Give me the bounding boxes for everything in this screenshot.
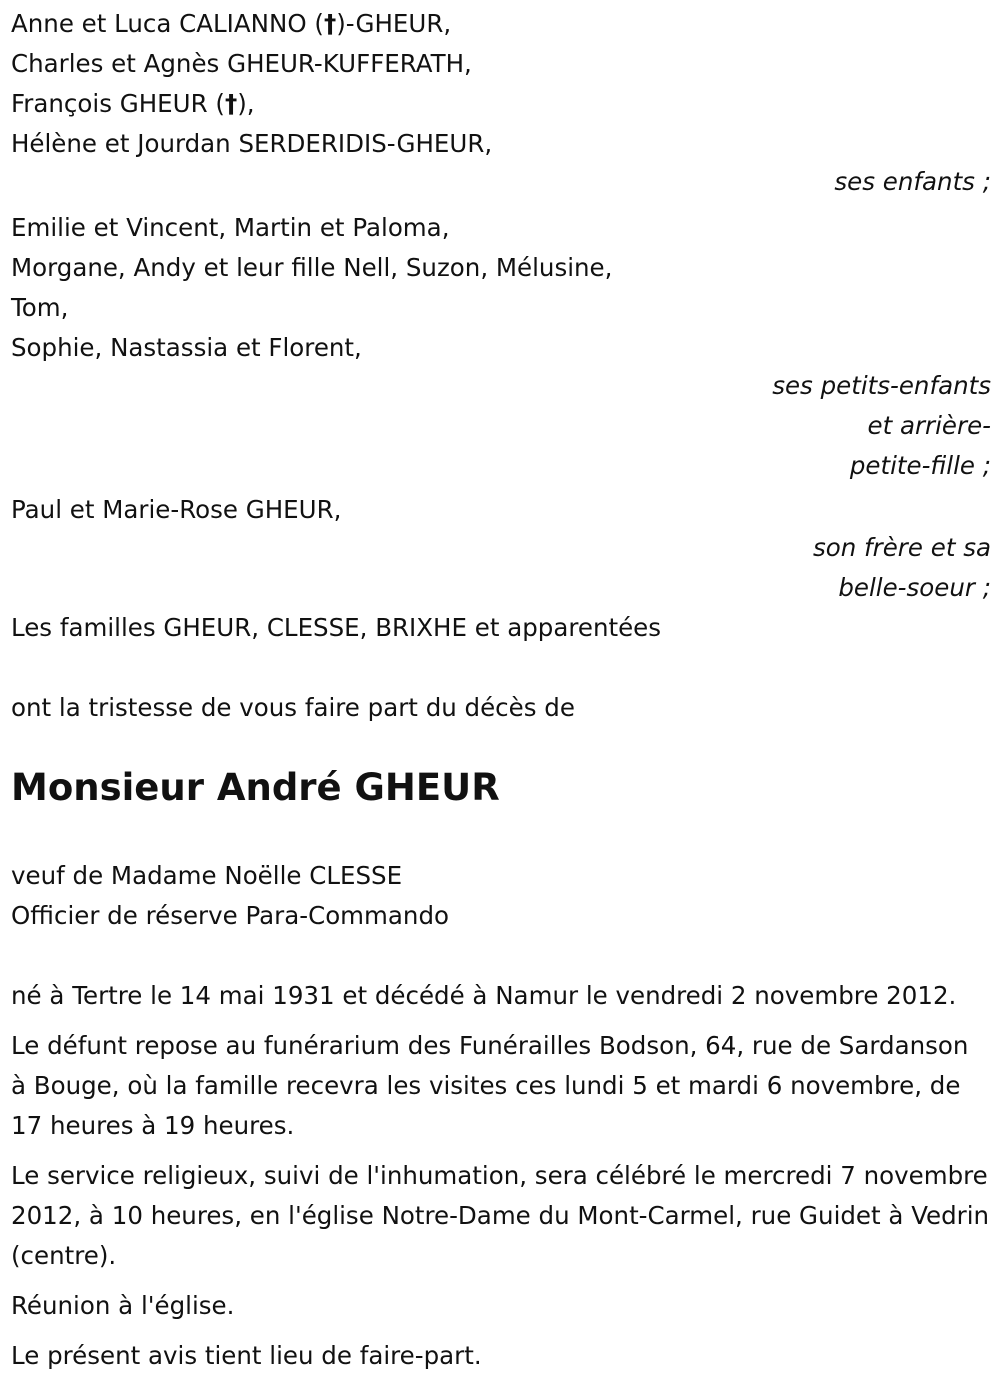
children-caption: ses enfants ; [834,167,991,196]
meeting-paragraph: Réunion à l'église. [11,1291,235,1320]
grandchildren-caption: ses petits-enfants et arrière- petite-fille ; [772,371,991,480]
cross-icon: † [224,89,238,118]
grandchildren-line: Sophie, Nastassia et Florent, [11,333,362,362]
sibling-caption: son frère et sa belle-soeur ; [812,533,991,602]
service-paragraph: Le service religieux, suivi de l'inhumation, sera célébré le mercredi 7 novembre 2012, à 10 heures, en l'église Notre-Dame du Mont-Carmel, rue Guidet à Vedrin (centre). [11,1161,990,1270]
intro-line: ont la tristesse de vous faire part du décès de [11,693,575,722]
grandchildren-line: Morgane, Andy et leur fille Nell, Suzon, Mélusine, [11,253,613,282]
grandchildren-group [11,208,991,486]
cross-icon: † [323,9,337,38]
obituary-notice [11,4,991,1376]
sibling-line: Paul et Marie-Rose GHEUR, [11,495,342,524]
children-line: François GHEUR (†), [11,89,255,118]
deceased-name: Monsieur André GHEUR [11,766,500,809]
children-line: Hélène et Jourdan SERDERIDIS-GHEUR, [11,129,493,158]
children-group [11,4,991,202]
title-line: Officier de réserve Para-Commando [11,901,449,930]
children-line: Anne et Luca CALIANNO (†)-GHEUR, [11,9,452,38]
birth-death-paragraph: né à Tertre le 14 mai 1931 et décédé à Namur le vendredi 2 novembre 2012. [11,981,957,1010]
families-line: Les familles GHEUR, CLESSE, BRIXHE et apparentées [11,613,661,642]
widow-line: veuf de Madame Noëlle CLESSE [11,861,403,890]
sibling-group [11,490,991,608]
grandchildren-line: Tom, [11,293,69,322]
rest-paragraph: Le défunt repose au funérarium des Funérailles Bodson, 64, rue de Sardanson à Bouge, où la famille recevra les visites ces lundi 5 et mardi 6 novembre, de 17 heures à 19 heures. [11,1031,969,1140]
notice-paragraph: Le présent avis tient lieu de faire-part. [11,1341,482,1370]
grandchildren-line: Emilie et Vincent, Martin et Paloma, [11,213,450,242]
children-line: Charles et Agnès GHEUR-KUFFERATH, [11,49,472,78]
